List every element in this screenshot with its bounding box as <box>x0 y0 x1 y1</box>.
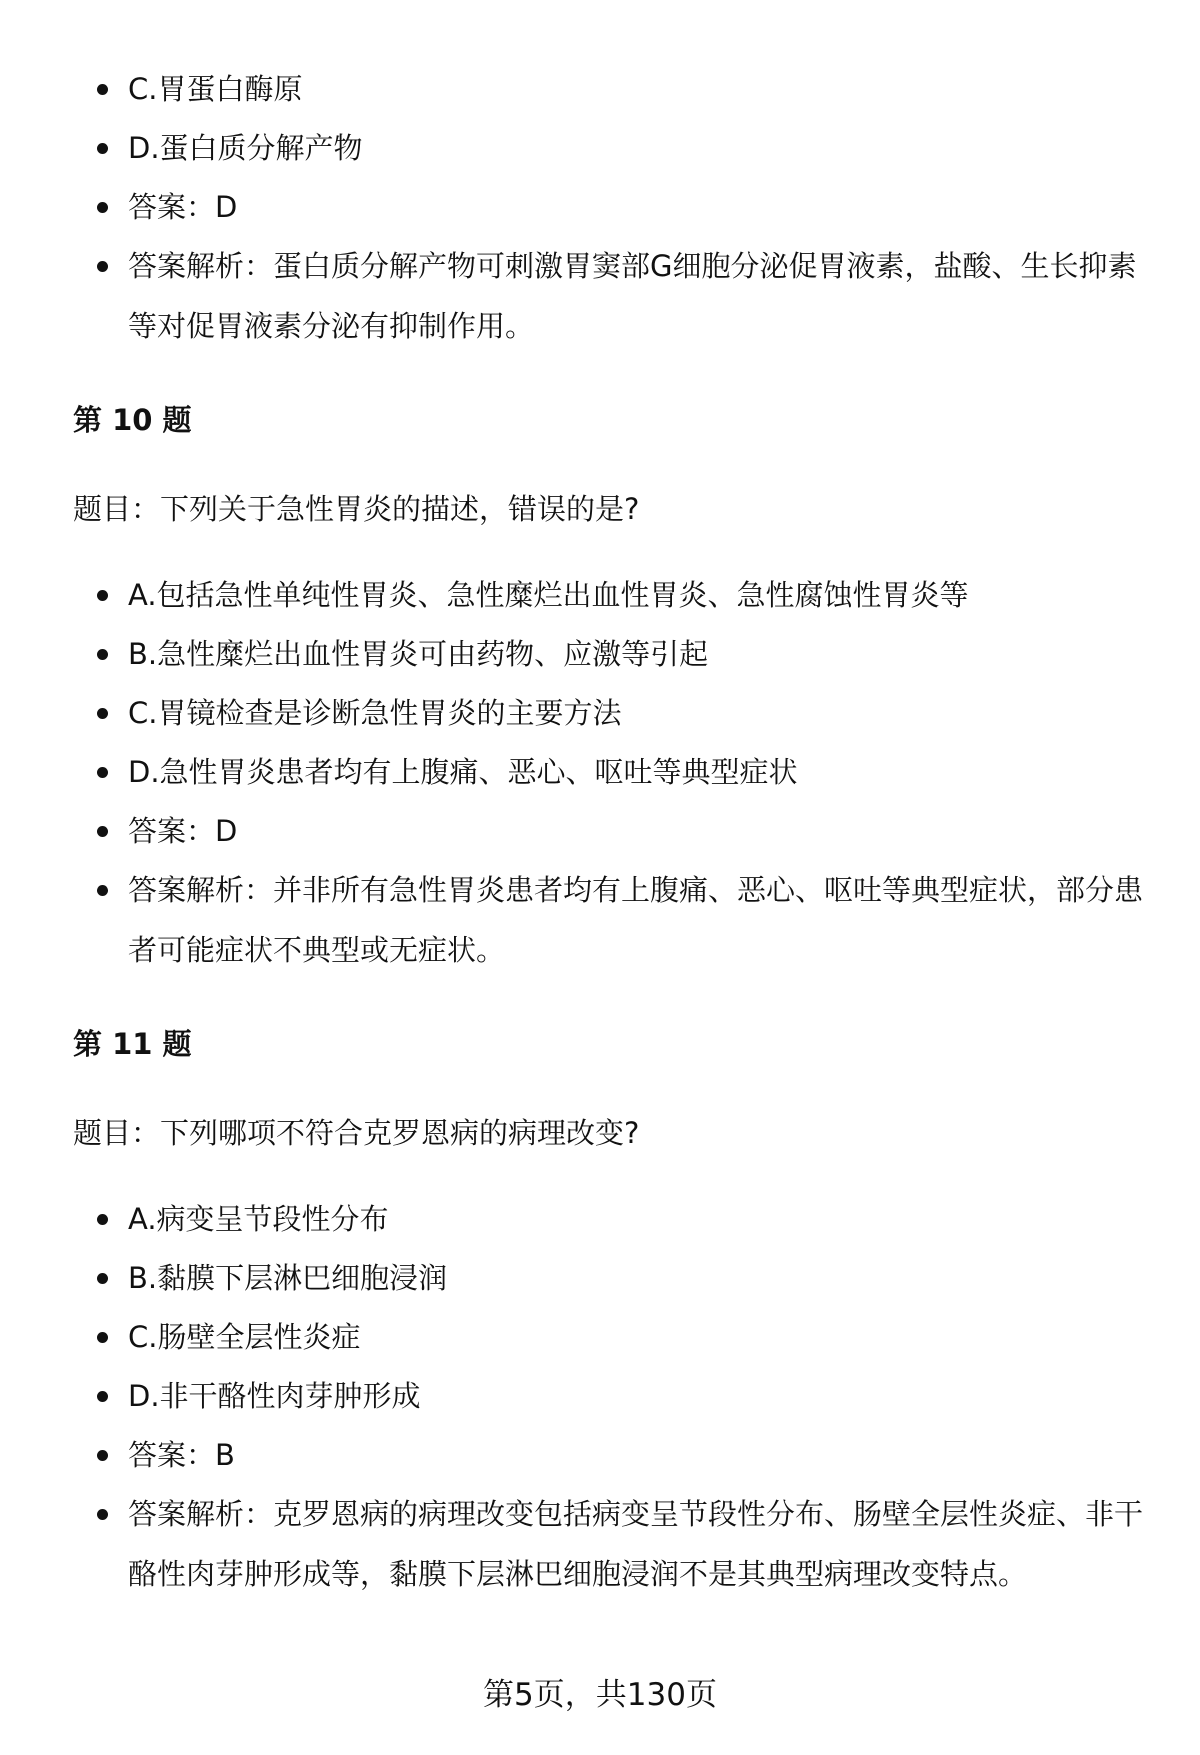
bullet-icon <box>97 1391 108 1402</box>
bullet-icon <box>97 143 108 154</box>
question-text: 题目：下列哪项不符合克罗恩病的病理改变? <box>73 1116 640 1150</box>
question-heading: 第 11 题 <box>73 1027 192 1061</box>
list-item <box>0 1430 1200 1480</box>
option-c: C.胃蛋白酶原 <box>128 72 303 106</box>
answer-explanation: 答案解析：蛋白质分解产物可刺激胃窦部G细胞分泌促胃液素，盐酸、生长抑素等对促胃液素分泌有抑制作用。 <box>128 249 1137 343</box>
answer-explanation: 答案解析：克罗恩病的病理改变包括病变呈节段性分布、肠壁全层性炎症、非干酪性肉芽肿形成等，黏膜下层淋巴细胞浸润不是其典型病理改变特点。 <box>128 1497 1144 1591</box>
list-item <box>0 1371 1200 1421</box>
list-item <box>0 806 1200 856</box>
option-b: B.黏膜下层淋巴细胞浸润 <box>128 1261 448 1295</box>
option-d: D.蛋白质分解产物 <box>128 131 363 165</box>
option-a: A.病变呈节段性分布 <box>128 1202 389 1236</box>
list-item <box>0 865 1200 975</box>
option-c: C.胃镜检查是诊断急性胃炎的主要方法 <box>128 696 622 730</box>
list-item <box>0 182 1200 232</box>
answer: 答案：D <box>128 190 238 224</box>
list-item <box>0 241 1200 351</box>
bullet-icon <box>97 202 108 213</box>
bullet-icon <box>97 649 108 660</box>
option-c: C.肠壁全层性炎症 <box>128 1320 361 1354</box>
list-item <box>0 570 1200 620</box>
bullet-icon <box>97 1450 108 1461</box>
page-number-footer: 第5页，共130页 <box>483 1677 717 1713</box>
list-item <box>0 1253 1200 1303</box>
list-item <box>0 688 1200 738</box>
question-heading: 第 10 题 <box>73 403 192 437</box>
bullet-icon <box>97 885 108 896</box>
bullet-icon <box>97 84 108 95</box>
bullet-icon <box>97 1273 108 1284</box>
option-d: D.非干酪性肉芽肿形成 <box>128 1379 421 1413</box>
bullet-icon <box>97 1509 108 1520</box>
bullet-icon <box>97 1214 108 1225</box>
list-item <box>0 1489 1200 1599</box>
option-a: A.包括急性单纯性胃炎、急性糜烂出血性胃炎、急性腐蚀性胃炎等 <box>128 578 969 612</box>
answer: 答案：B <box>128 1438 235 1472</box>
list-item <box>0 123 1200 173</box>
answer-explanation: 答案解析：并非所有急性胃炎患者均有上腹痛、恶心、呕吐等典型症状，部分患者可能症状不典型或无症状。 <box>128 873 1144 967</box>
bullet-icon <box>97 826 108 837</box>
option-b: B.急性糜烂出血性胃炎可由药物、应激等引起 <box>128 637 709 671</box>
question-text: 题目：下列关于急性胃炎的描述，错误的是? <box>73 492 640 526</box>
bullet-icon <box>97 708 108 719</box>
bullet-icon <box>97 261 108 272</box>
list-item <box>0 747 1200 797</box>
bullet-icon <box>97 767 108 778</box>
list-item <box>0 64 1200 114</box>
bullet-icon <box>97 590 108 601</box>
answer: 答案：D <box>128 814 238 848</box>
bullet-icon <box>97 1332 108 1343</box>
option-d: D.急性胃炎患者均有上腹痛、恶心、呕吐等典型症状 <box>128 755 798 789</box>
list-item <box>0 629 1200 679</box>
list-item <box>0 1194 1200 1244</box>
list-item <box>0 1312 1200 1362</box>
